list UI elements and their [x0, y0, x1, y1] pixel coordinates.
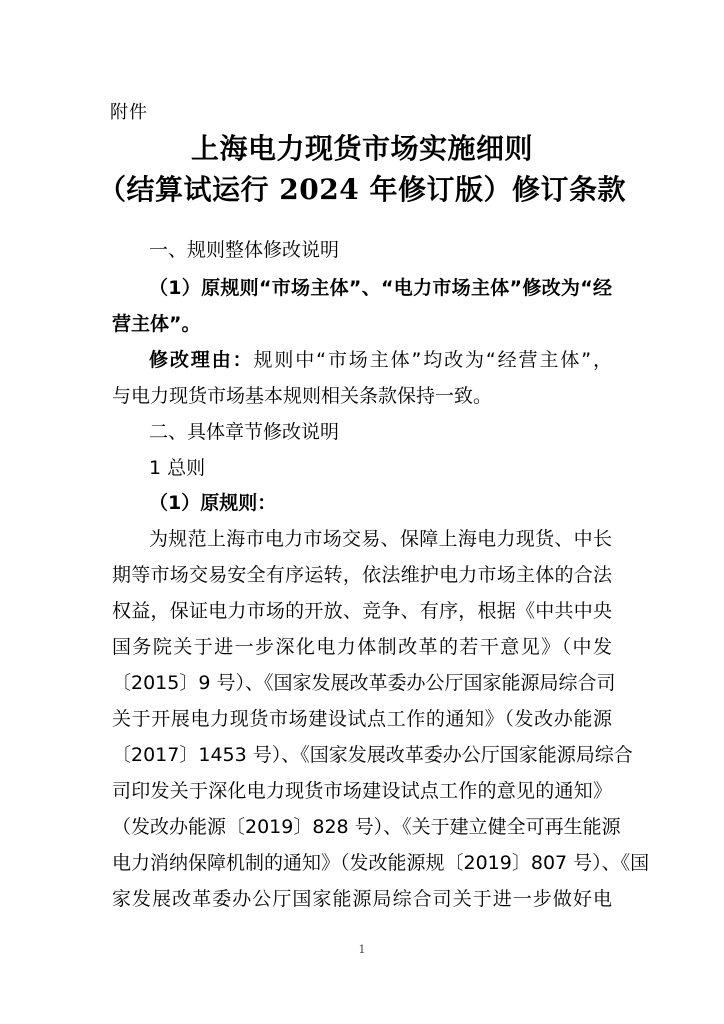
- section1-reason-line2: 与电力现货市场基本规则相关条款保持一致。: [112, 385, 493, 407]
- body-line: 司印发关于深化电力现货市场建设试点工作的意见的通知》: [112, 780, 612, 802]
- document-title-line-1: 上海电力现货市场实施细则: [190, 132, 533, 165]
- page-number: 1: [358, 943, 366, 956]
- body-line: 国务院关于进一步深化电力体制改革的若干意见》（中发: [112, 636, 612, 658]
- body-line: 期等市场交易安全有序运转，依法维护电力市场主体的合法: [112, 564, 612, 586]
- reason-text: 规则中“市场主体”均改为“经营主体”，: [253, 349, 612, 371]
- body-line: 权益，保证电力市场的开放、竞争、有序，根据《中共中央: [112, 600, 612, 622]
- body-line: 〔2017〕1453 号）、《国家发展改革委办公厅国家能源局综合: [112, 744, 633, 766]
- body-line: 家发展改革委办公厅国家能源局综合司关于进一步做好电: [112, 888, 612, 910]
- chapter-heading: 1 总则: [149, 457, 206, 479]
- section1-item1-line1: （1）原规则“市场主体”、“电力市场主体”修改为“经: [149, 277, 612, 299]
- document-title-line-2: （结算试运行 2024 年修订版）修订条款: [98, 173, 626, 206]
- body-line: （发改办能源〔2019〕828 号）、《关于建立健全可再生能源: [112, 816, 621, 838]
- body-line: 关于开展电力现货市场建设试点工作的通知》（发改办能源: [112, 708, 612, 730]
- body-line: 〔2015〕9 号）、《国家发展改革委办公厅国家能源局综合司: [112, 672, 616, 694]
- section1-item1-line2: 营主体”。: [112, 313, 201, 335]
- body-line: 电力消纳保障机制的通知》（发改能源规〔2019〕807 号）、《国: [112, 852, 650, 874]
- original-rule-label: （1）原规则：: [149, 492, 277, 514]
- body-line: 为规范上海市电力市场交易、保障上海电力现货、中长: [149, 528, 612, 550]
- attachment-label: 附件: [110, 102, 148, 123]
- section1-reason-line1: [149, 347, 612, 373]
- section2-heading: 二、具体章节修改说明: [149, 421, 340, 443]
- reason-label: 修改理由：: [149, 349, 254, 371]
- section1-heading: 一、规则整体修改说明: [149, 239, 340, 261]
